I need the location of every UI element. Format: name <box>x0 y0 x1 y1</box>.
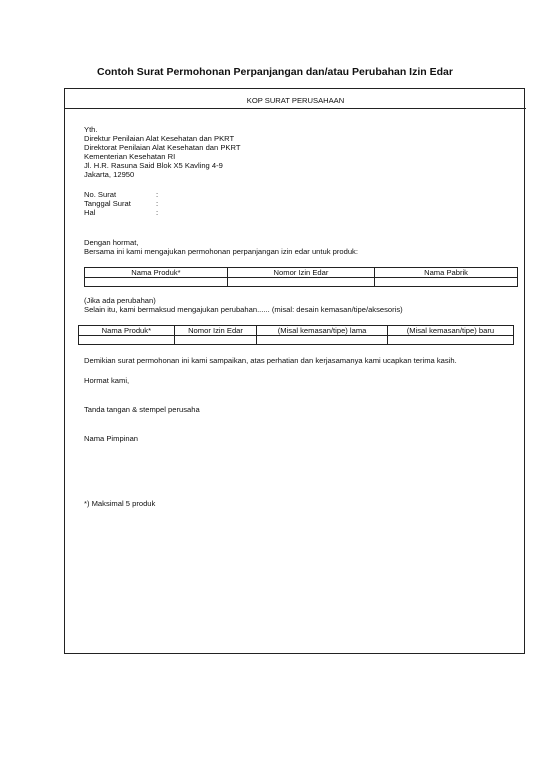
signature-text: Tanda tangan & stempel perusaha <box>84 405 200 414</box>
closing-text: Demikian surat permohonan ini kami sampaikan, atas perhatian dan kerjasamanya kami ucapkan terima kasih. <box>84 356 457 365</box>
table-row <box>85 278 518 287</box>
letter-date-label: Tanggal Surat <box>84 199 131 208</box>
table-cell[interactable] <box>257 336 388 345</box>
letter-number-colon: : <box>156 190 159 199</box>
greeting: Dengan hormat, <box>84 238 139 247</box>
table-cell[interactable] <box>85 278 228 287</box>
change-heading: (Jika ada perubahan) <box>84 296 156 305</box>
address-line: Jakarta, 12950 <box>84 170 135 179</box>
leader-name-text: Nama Pimpinan <box>84 434 139 443</box>
table-cell[interactable] <box>375 278 518 287</box>
letterhead-divider <box>65 108 526 109</box>
address-line: Yth. <box>84 125 98 134</box>
column-header: Nomor Izin Edar <box>174 326 257 336</box>
address-line: Direktorat Penilaian Alat Kesehatan dan PKRT <box>84 143 241 152</box>
regards-text: Hormat kami, <box>84 376 130 385</box>
subject-label: Hal <box>84 208 96 217</box>
table-cell[interactable] <box>227 278 374 287</box>
letter-date-colon: : <box>156 199 159 208</box>
letterhead-placeholder: KOP SURAT PERUSAHAAN <box>246 96 345 105</box>
table-row <box>79 336 514 345</box>
change-table <box>78 325 514 345</box>
address-line: Jl. H.R. Rasuna Said Blok X5 Kavling 4-9 <box>84 161 223 170</box>
table-cell[interactable] <box>79 336 175 345</box>
table-cell[interactable] <box>387 336 513 345</box>
subject-colon: : <box>156 208 159 217</box>
address-line: Direktur Penilaian Alat Kesehatan dan PKRT <box>84 134 235 143</box>
letter-frame <box>64 88 525 654</box>
table-header-row <box>85 268 518 278</box>
column-header: Nama Produk* <box>85 268 228 278</box>
address-line: Kementerian Kesehatan RI <box>84 152 176 161</box>
column-header: Nama Pabrik <box>375 268 518 278</box>
letter-number-label: No. Surat <box>84 190 117 199</box>
column-header: Nama Produk* <box>79 326 175 336</box>
document-title: Contoh Surat Permohonan Perpanjangan dan/atau Perubahan Izin Edar <box>97 66 453 78</box>
column-header: (Misal kemasan/tipe) baru <box>387 326 513 336</box>
table-header-row <box>79 326 514 336</box>
table-cell[interactable] <box>174 336 257 345</box>
change-intro-text: Selain itu, kami bermaksud mengajukan perubahan...... (misal: desain kemasan/tipe/aksesoris) <box>84 305 403 314</box>
intro-text: Bersama ini kami mengajukan permohonan perpanjangan izin edar untuk produk: <box>84 247 358 256</box>
footnote: *) Maksimal 5 produk <box>84 499 156 508</box>
column-header: (Misal kemasan/tipe) lama <box>257 326 388 336</box>
column-header: Nomor Izin Edar <box>227 268 374 278</box>
product-table <box>84 267 518 287</box>
